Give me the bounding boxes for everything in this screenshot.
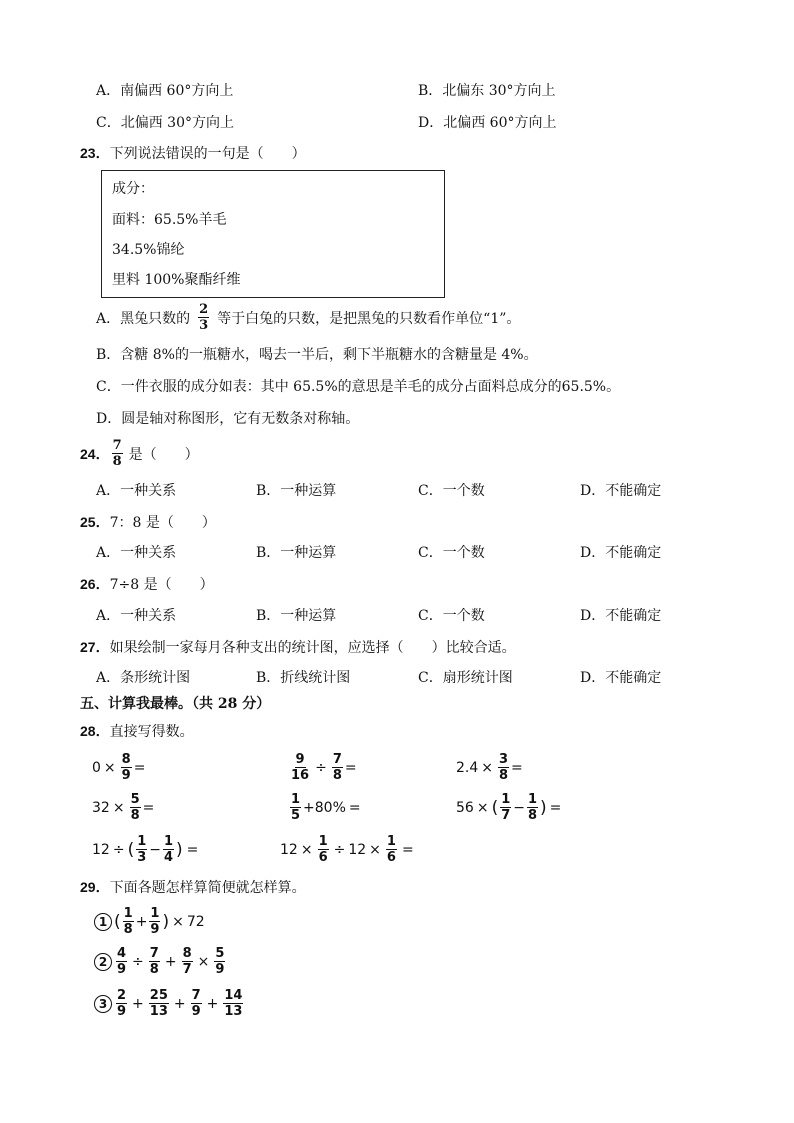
expr-3	[456, 752, 523, 783]
q22-option-b: B．北偏东 30°方向上	[418, 83, 556, 99]
math-token: ×	[112, 799, 125, 816]
numerator: 5	[130, 792, 140, 807]
denominator: 7	[501, 808, 511, 823]
math-token: 12	[348, 841, 367, 858]
denominator: 3	[199, 318, 209, 333]
math-token: =	[511, 759, 523, 776]
numerator: 3	[499, 752, 509, 767]
denominator: 16	[291, 768, 310, 783]
math-token: =	[348, 799, 361, 816]
fraction	[498, 752, 509, 783]
numerator: 1	[501, 792, 511, 807]
denominator: 9	[117, 962, 127, 977]
denominator: 8	[123, 922, 133, 937]
math-token: +	[173, 995, 186, 1012]
math-token: ×	[103, 759, 116, 776]
math-token: =	[186, 841, 199, 858]
fraction	[214, 946, 225, 977]
fraction	[332, 752, 343, 783]
denominator: 8	[112, 454, 122, 469]
math-token: 72	[186, 913, 205, 930]
question-stem: 是（ ）	[128, 446, 199, 463]
numerator: 2	[117, 988, 127, 1003]
q26-option-d: D．不能确定	[580, 608, 662, 624]
numerator: 1	[386, 834, 396, 849]
question-number: 23．	[80, 145, 110, 161]
fraction	[136, 834, 147, 865]
question-stem: 7：8 是（ ）	[109, 515, 216, 531]
question-29	[80, 878, 306, 897]
numerator: 2	[199, 302, 209, 317]
table-line: 里料 100%聚酯纤维	[112, 272, 241, 288]
fraction	[500, 792, 511, 823]
expr-6	[456, 792, 561, 823]
question-24	[80, 438, 199, 469]
fraction	[149, 906, 160, 937]
denominator: 9	[117, 1004, 127, 1019]
math-token: ×	[300, 841, 313, 858]
problem-1	[94, 906, 205, 937]
problem-2	[94, 946, 227, 977]
question-stem: 下面各题怎样算简便就怎样算。	[109, 880, 306, 896]
fraction	[182, 946, 193, 977]
math-token: )	[176, 839, 183, 860]
denominator: 8	[332, 768, 342, 783]
q24-option-a: A．一种关系	[96, 483, 177, 499]
question-number: 25．	[80, 514, 110, 530]
math-token: )	[540, 797, 547, 818]
math-token: −	[513, 799, 525, 816]
q24-option-b: B．一种运算	[256, 483, 337, 499]
circled-number: 3	[94, 995, 112, 1013]
denominator: 9	[191, 1004, 201, 1019]
fraction	[198, 302, 209, 333]
math-token: (	[127, 839, 135, 860]
numerator: 9	[295, 752, 305, 767]
question-number: 26．	[80, 576, 110, 592]
math-token: ÷	[112, 841, 125, 858]
denominator: 9	[121, 768, 131, 783]
denominator: 4	[163, 850, 174, 865]
expr-7	[92, 834, 198, 865]
math-token: +	[135, 913, 148, 930]
math-token: 2.4	[456, 759, 479, 776]
numerator: 1	[163, 834, 174, 849]
denominator: 6	[386, 850, 396, 865]
math-token: 56	[456, 799, 474, 816]
math-token: +	[132, 995, 144, 1012]
numerator: 7	[191, 988, 201, 1003]
numerator: 7	[332, 752, 342, 767]
expr-1	[92, 752, 145, 783]
question-25	[80, 513, 216, 532]
q23-option-a	[96, 302, 520, 333]
numerator: 7	[112, 438, 122, 453]
math-token: ÷	[132, 953, 144, 970]
fraction	[290, 752, 310, 783]
math-token: ÷	[333, 841, 346, 858]
q27-option-c: C．扇形统计图	[418, 670, 513, 686]
math-token: (	[491, 797, 499, 818]
fraction	[121, 752, 132, 783]
math-token: +80%	[303, 799, 346, 816]
denominator: 3	[137, 850, 147, 865]
table-line: 34.5%锦纶	[112, 242, 185, 258]
numerator: 8	[182, 946, 192, 961]
math-token: ×	[476, 799, 489, 816]
fraction	[386, 834, 397, 865]
question-23	[80, 144, 306, 163]
expr-2	[288, 752, 357, 783]
denominator: 9	[215, 962, 225, 977]
numerator: 1	[291, 792, 301, 807]
q24-option-c: C．一个数	[418, 483, 485, 499]
math-token: =	[142, 799, 155, 816]
question-number: 27．	[80, 639, 110, 655]
option-text: A．黑兔只数的	[96, 310, 191, 327]
fraction	[123, 906, 134, 937]
fraction	[163, 834, 174, 865]
numerator: 5	[215, 946, 225, 961]
numerator: 4	[117, 946, 127, 961]
question-number: 28．	[80, 723, 110, 739]
math-token: +	[164, 953, 177, 970]
denominator: 5	[291, 808, 301, 823]
math-token: =	[549, 799, 562, 816]
numerator: 1	[150, 906, 160, 921]
q23-option-b: B．含糖 8%的一瓶糖水，喝去一半后，剩下半瓶糖水的含糖量是 4%。	[96, 347, 538, 363]
denominator: 6	[318, 850, 328, 865]
q26-option-c: C．一个数	[418, 608, 485, 624]
q25-option-d: D．不能确定	[580, 545, 662, 561]
numerator: 1	[318, 834, 328, 849]
option-text: 等于白兔的只数，是把黑兔的只数看作单位“1”。	[217, 310, 521, 327]
q22-option-d: D．北偏西 60°方向上	[418, 115, 557, 131]
table-line: 成分：	[112, 181, 154, 197]
denominator: 13	[149, 1004, 168, 1019]
math-token: 0	[92, 759, 101, 776]
expr-8	[280, 834, 414, 865]
q25-option-c: C．一个数	[418, 545, 485, 561]
math-token: 12	[280, 841, 298, 858]
math-token: ×	[481, 759, 493, 776]
math-token: 32	[92, 799, 110, 816]
question-stem: 7÷8 是（ ）	[109, 577, 214, 593]
math-token: (	[114, 911, 121, 932]
fraction	[191, 988, 202, 1019]
q25-option-b: B．一种运算	[256, 545, 337, 561]
question-27	[80, 638, 516, 657]
denominator: 7	[182, 962, 192, 977]
q23-option-c: C．一件衣服的成分如表：其中 65.5%的意思是羊毛的成分占面料总成分的65.5%。	[96, 379, 621, 395]
fraction	[223, 988, 243, 1019]
fraction	[149, 988, 169, 1019]
circled-number: 1	[94, 913, 112, 931]
numerator: 1	[123, 906, 133, 921]
q27-option-d: D．不能确定	[580, 670, 662, 686]
circled-number: 2	[94, 953, 112, 971]
problem-3	[94, 988, 245, 1019]
numerator: 7	[149, 946, 159, 961]
q26-option-a: A．一种关系	[96, 608, 177, 624]
question-number: 29．	[80, 879, 110, 895]
section-heading: 五、计算我最棒。（共 28 分）	[80, 696, 271, 712]
math-token: +	[206, 995, 219, 1012]
math-token: ×	[369, 841, 381, 858]
denominator: 8	[149, 962, 159, 977]
math-token: ×	[197, 953, 210, 970]
expr-5	[288, 792, 361, 823]
fraction	[116, 988, 127, 1019]
math-token: =	[133, 759, 146, 776]
question-26	[80, 575, 214, 594]
math-token: =	[401, 841, 414, 858]
question-28	[80, 722, 194, 741]
q26-option-b: B．一种运算	[256, 608, 337, 624]
math-token: −	[149, 841, 161, 858]
fraction	[149, 946, 160, 977]
denominator: 13	[224, 1004, 243, 1019]
numerator: 14	[224, 988, 243, 1003]
math-token: )	[162, 911, 170, 932]
q27-option-a: A．条形统计图	[96, 670, 191, 686]
numerator: 8	[121, 752, 131, 767]
table-line: 面料：65.5%羊毛	[112, 212, 227, 228]
denominator: 8	[527, 808, 538, 823]
denominator: 9	[150, 922, 160, 937]
math-token: =	[344, 759, 357, 776]
expr-4	[92, 792, 154, 823]
question-stem: 下列说法错误的一句是（ ）	[109, 146, 306, 162]
fraction	[527, 792, 538, 823]
numerator: 1	[137, 834, 147, 849]
numerator: 25	[149, 988, 168, 1003]
fraction	[116, 946, 127, 977]
math-token: ×	[172, 913, 184, 930]
q24-option-d: D．不能确定	[580, 483, 662, 499]
denominator: 8	[130, 808, 140, 823]
fraction	[318, 834, 329, 865]
question-number: 24．	[80, 445, 110, 462]
q27-option-b: B．折线统计图	[256, 670, 351, 686]
composition-table	[101, 170, 445, 298]
fraction	[112, 438, 123, 469]
fraction	[130, 792, 141, 823]
q22-option-a: A．南偏西 60°方向上	[96, 83, 234, 99]
question-stem: 如果绘制一家每月各种支出的统计图，应选择（ ）比较合适。	[109, 640, 516, 656]
q22-option-c: C．北偏西 30°方向上	[96, 115, 234, 131]
fraction	[290, 792, 301, 823]
math-token: ÷	[315, 759, 327, 776]
q25-option-a: A．一种关系	[96, 545, 177, 561]
denominator: 8	[499, 768, 509, 783]
numerator: 1	[527, 792, 538, 807]
math-token: 12	[92, 841, 110, 858]
question-stem: 直接写得数。	[109, 724, 194, 740]
q23-option-d: D．圆是轴对称图形，它有无数条对称轴。	[96, 411, 360, 427]
